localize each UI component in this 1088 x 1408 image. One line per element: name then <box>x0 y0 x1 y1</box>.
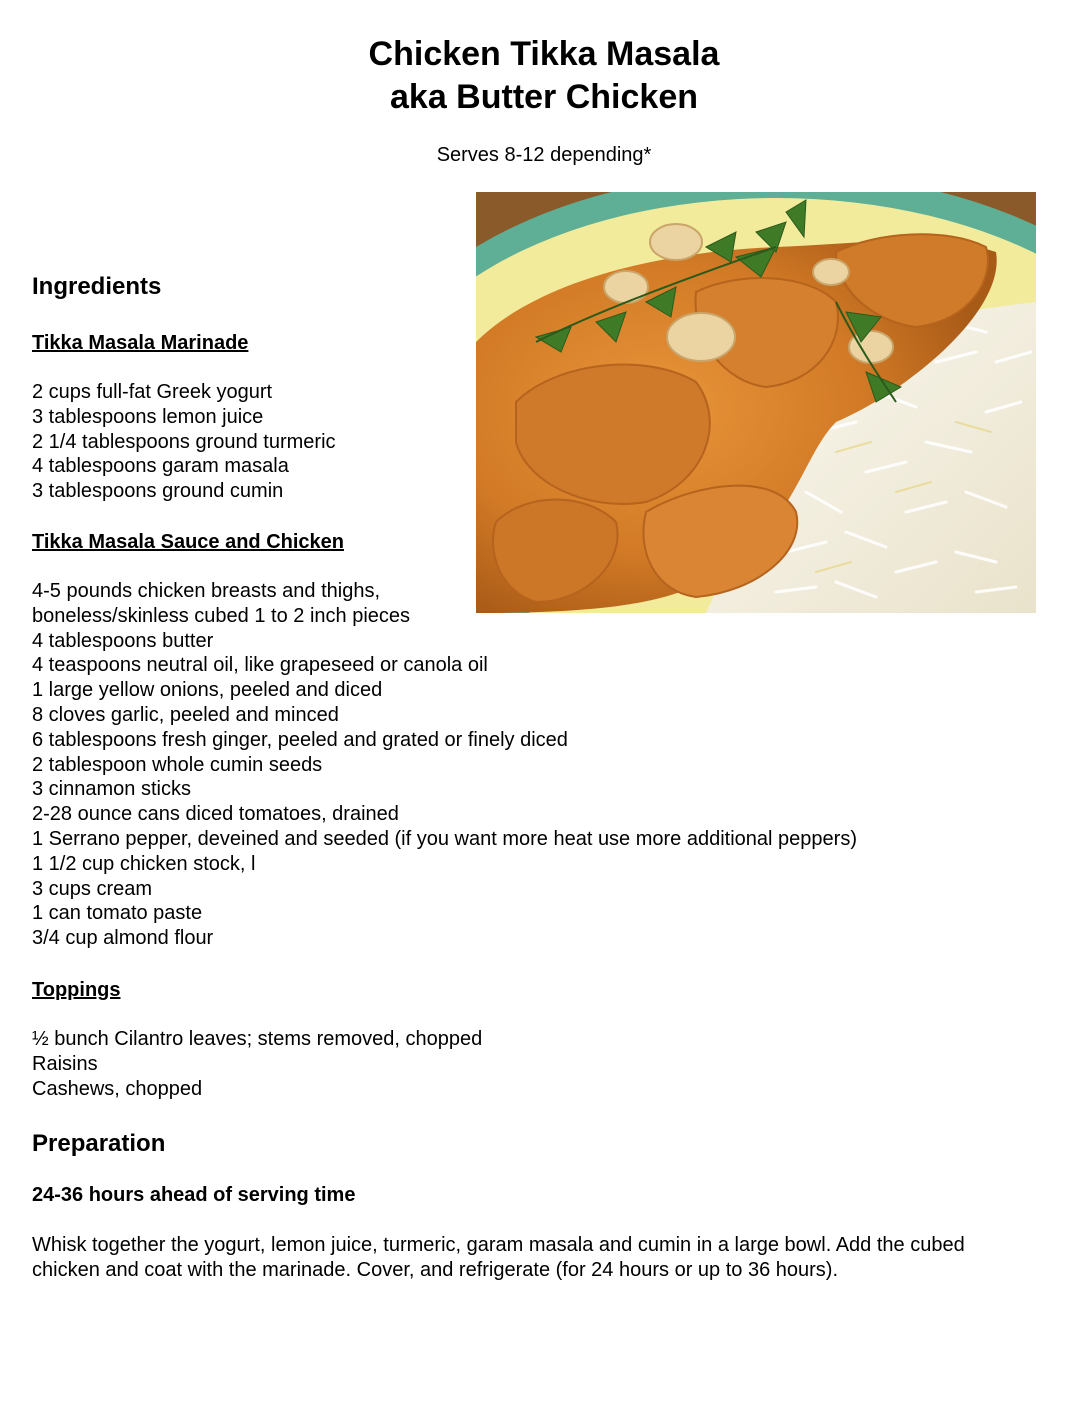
list-item: 6 tablespoons fresh ginger, peeled and grated or finely diced <box>32 728 568 751</box>
list-item: Cashews, chopped <box>32 1077 203 1100</box>
recipe-subtitle: aka Butter Chicken <box>390 78 698 116</box>
list-item: 4 tablespoons garam masala <box>32 455 289 478</box>
list-item: 4 teaspoons neutral oil, like grapeseed or canola oil <box>32 654 488 677</box>
list-item: 1 can tomato paste <box>32 902 203 925</box>
list-item: 1 1/2 cup chicken stock, l <box>32 852 256 875</box>
list-item: Raisins <box>32 1052 98 1075</box>
marinade-heading: Tikka Masala Marinade <box>32 332 249 354</box>
toppings-list <box>32 1027 482 1101</box>
list-item: 4-5 pounds chicken breasts and thighs, <box>32 580 380 602</box>
recipe-title: Chicken Tikka Masala <box>368 35 720 73</box>
list-item: 8 cloves garlic, peeled and minced <box>32 703 339 726</box>
list-item: 2 1/4 tablespoons ground turmeric <box>32 430 336 453</box>
toppings-heading: Toppings <box>32 979 121 1001</box>
sauce-heading: Tikka Masala Sauce and Chicken <box>32 531 345 553</box>
list-item: 3 cinnamon sticks <box>32 778 191 801</box>
list-item: 3 cups cream <box>32 877 153 900</box>
marinade-list <box>32 380 336 504</box>
list-item: 1 Serrano pepper, deveined and seeded (if you want more heat use more additional peppers) <box>32 827 857 850</box>
list-item: 3/4 cup almond flour <box>32 927 214 950</box>
list-item: ½ bunch Cilantro leaves; stems removed, chopped <box>32 1028 483 1050</box>
dish-photo <box>476 192 1036 613</box>
step-text: Whisk together the yogurt, lemon juice, turmeric, garam masala and cumin in a large bowl. Add the cubed chicken and coat with the marinade. Cover, and refrigerate (for 24 hours or up to 36 hours). <box>32 1234 965 1281</box>
list-item: 2-28 ounce cans diced tomatoes, drained <box>32 803 399 826</box>
ingredients-heading: Ingredients <box>32 273 162 300</box>
list-item: 2 tablespoon whole cumin seeds <box>32 753 323 776</box>
serves-note: Serves 8-12 depending* <box>436 144 652 166</box>
list-item: 3 tablespoons ground cumin <box>32 480 284 503</box>
sauce-list <box>32 579 857 951</box>
step-heading: 24-36 hours ahead of serving time <box>32 1184 356 1206</box>
list-item: boneless/skinless cubed 1 to 2 inch pieces <box>32 604 411 627</box>
list-item: 4 tablespoons butter <box>32 629 214 652</box>
preparation-heading: Preparation <box>32 1130 166 1157</box>
list-item: 2 cups full-fat Greek yogurt <box>32 381 273 403</box>
list-item: 1 large yellow onions, peeled and diced <box>32 679 383 702</box>
list-item: 3 tablespoons lemon juice <box>32 405 264 428</box>
